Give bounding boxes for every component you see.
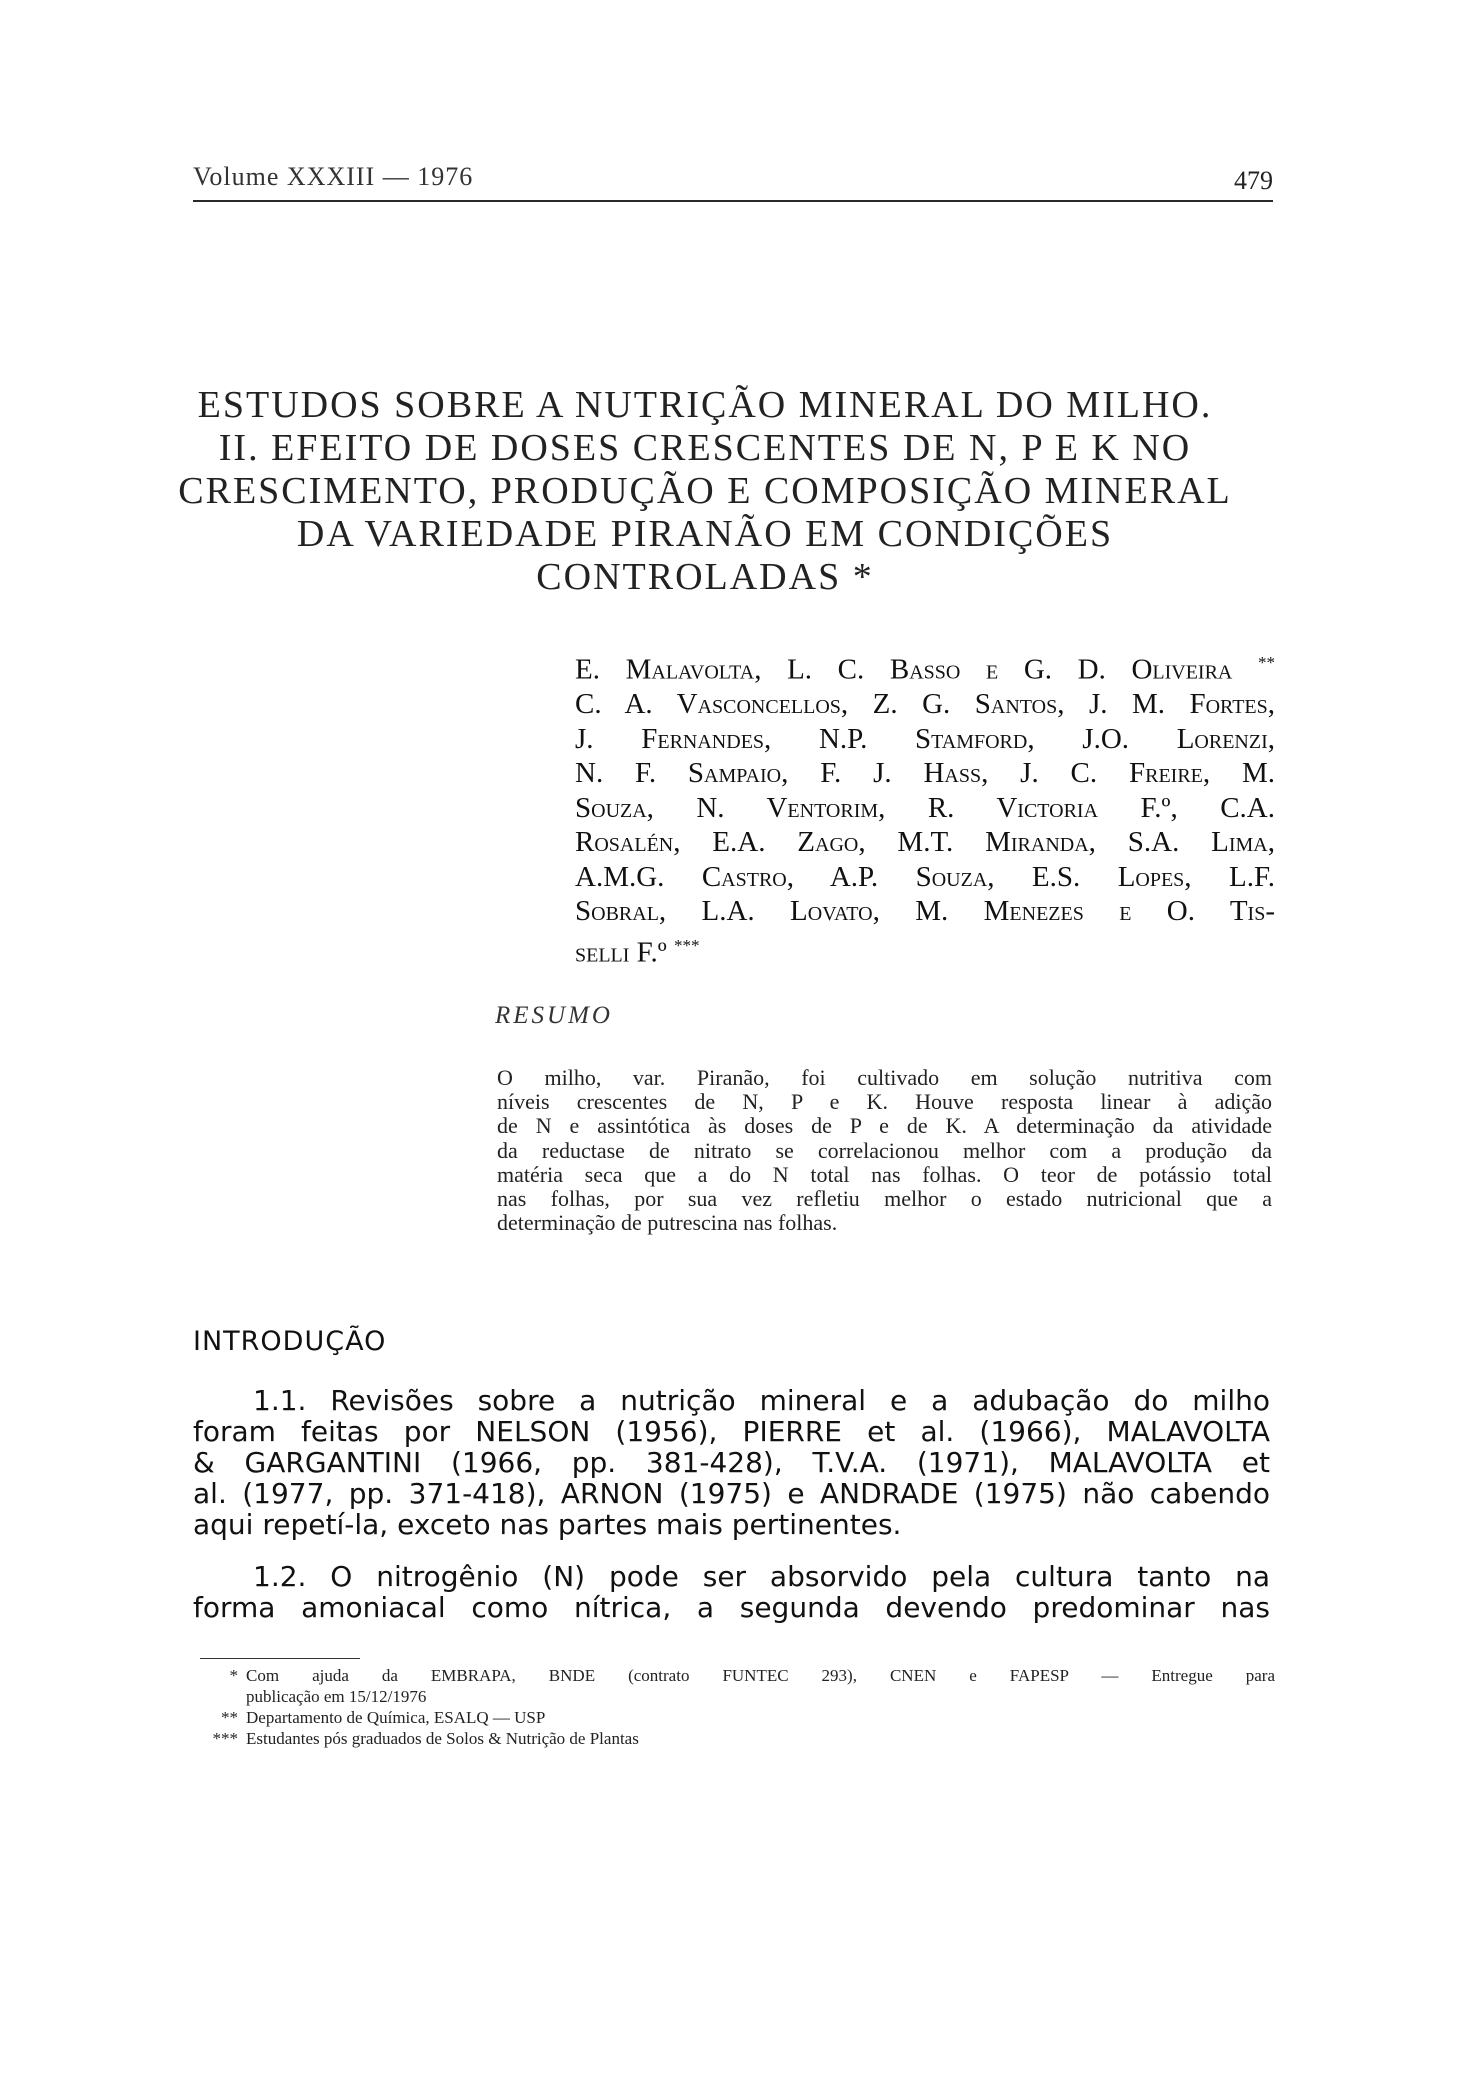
paragraph-line: al. (1977, pp. 371-418), ARNON (1975) e ANDRADE (1975) não cabendo xyxy=(193,1477,1270,1510)
paragraph-line: foram feitas por NELSON (1956), PIERRE et al. (1966), MALAVOLTA xyxy=(193,1415,1270,1448)
title-line: CONTROLADAS * xyxy=(536,556,874,598)
footnote-mark: *** xyxy=(673,935,700,955)
author-line: C. A. Vasconcellos, Z. G. Santos, J. M. Fortes, xyxy=(575,688,1275,721)
footnote-line: Departamento de Química, ESALQ — USP xyxy=(246,1708,546,1727)
running-header xyxy=(193,156,1273,202)
author-line: selli F.º *** xyxy=(575,935,700,969)
author-list xyxy=(575,646,1275,970)
author-line: Souza, N. Ventorim, R. Victoria F.º, C.A. xyxy=(575,791,1275,824)
footnote-mark: * xyxy=(229,1666,238,1685)
footnote-line: Estudantes pós graduados de Solos & Nutrição de Plantas xyxy=(246,1729,639,1748)
footnote-line: Com ajuda da EMBRAPA, BNDE (contrato FUNTEC 293), CNEN e FAPESP — Entregue para xyxy=(246,1666,1275,1685)
abstract-line: O milho, var. Piranão, foi cultivado em solução nutritiva com xyxy=(497,1065,1272,1090)
abstract-line: níveis crescentes de N, P e K. Houve resposta linear à adição xyxy=(497,1089,1272,1115)
author-line: J. Fernandes, N.P. Stamford, J.O. Lorenzi, xyxy=(575,722,1275,755)
author-line: N. F. Sampaio, F. J. Hass, J. C. Freire, M. xyxy=(575,757,1275,790)
volume-label: Volume XXXIII — 1976 xyxy=(193,162,474,191)
abstract-line: matéria seca que a do N total nas folhas. O teor de potássio total xyxy=(497,1161,1272,1187)
paragraph-line: & GARGANTINI (1966, pp. 381-428), T.V.A. (1971), MALAVOLTA et xyxy=(193,1446,1270,1479)
author-line: Rosalén, E.A. Zago, M.T. Miranda, S.A. Lima, xyxy=(575,826,1275,859)
footnote xyxy=(200,1665,1275,1707)
footnote-mark: ** xyxy=(1258,653,1275,672)
title-line: DA VARIEDADE PIRANÃO EM CONDIÇÕES xyxy=(296,513,1114,555)
paragraph-line: 1.2. O nitrogênio (N) pode ser absorvido pela cultura tanto na xyxy=(253,1560,1270,1593)
article-title xyxy=(140,384,1270,599)
paragraph-line: forma amoniacal como nítrica, a segunda devendo predominar nas xyxy=(193,1591,1270,1624)
section-heading: INTRODUÇÃO xyxy=(193,1326,387,1357)
author-line: E. Malavolta, L. C. Basso e G. D. Oliveira ** xyxy=(575,653,1275,686)
abstract-line: determinação de putrescina nas folhas. xyxy=(497,1210,838,1236)
abstract-heading: RESUMO xyxy=(495,1002,613,1029)
paragraph-line: aqui repetí-la, exceto nas partes mais pertinentes. xyxy=(193,1508,902,1541)
author-line: A.M.G. Castro, A.P. Souza, E.S. Lopes, L.F. xyxy=(575,860,1275,893)
title-line: CRESCIMENTO, PRODUÇÃO E COMPOSIÇÃO MINERAL xyxy=(178,470,1232,512)
paragraph-1-2 xyxy=(193,1561,1270,1623)
footnote-line: publicação em 15/12/1976 xyxy=(246,1687,427,1706)
title-line: ESTUDOS SOBRE A NUTRIÇÃO MINERAL DO MILHO. xyxy=(197,384,1213,426)
footnote-mark: ** xyxy=(221,1708,238,1727)
footnote-mark: *** xyxy=(212,1729,238,1748)
footnote xyxy=(200,1707,1275,1728)
footnote-divider xyxy=(200,1658,360,1659)
abstract-body xyxy=(497,1066,1272,1235)
paragraph-line: 1.1. Revisões sobre a nutrição mineral e a adubação do milho xyxy=(253,1384,1270,1417)
title-line: II. EFEITO DE DOSES CRESCENTES DE N, P E K NO xyxy=(218,427,1192,469)
abstract-line: da reductase de nitrato se correlacionou melhor com a produção da xyxy=(497,1137,1272,1163)
page-number: 479 xyxy=(1234,166,1273,195)
footnotes xyxy=(200,1665,1275,1749)
abstract-line: nas folhas, por sua vez refletiu melhor o estado nutricional que a xyxy=(497,1186,1272,1212)
abstract-line: de N e assintótica às doses de P e de K. A determinação da atividade xyxy=(497,1113,1272,1139)
author-line: Sobral, L.A. Lovato, M. Menezes e O. Tis- xyxy=(575,895,1275,928)
footnote xyxy=(200,1728,1275,1749)
paragraph-1-1 xyxy=(193,1385,1270,1540)
